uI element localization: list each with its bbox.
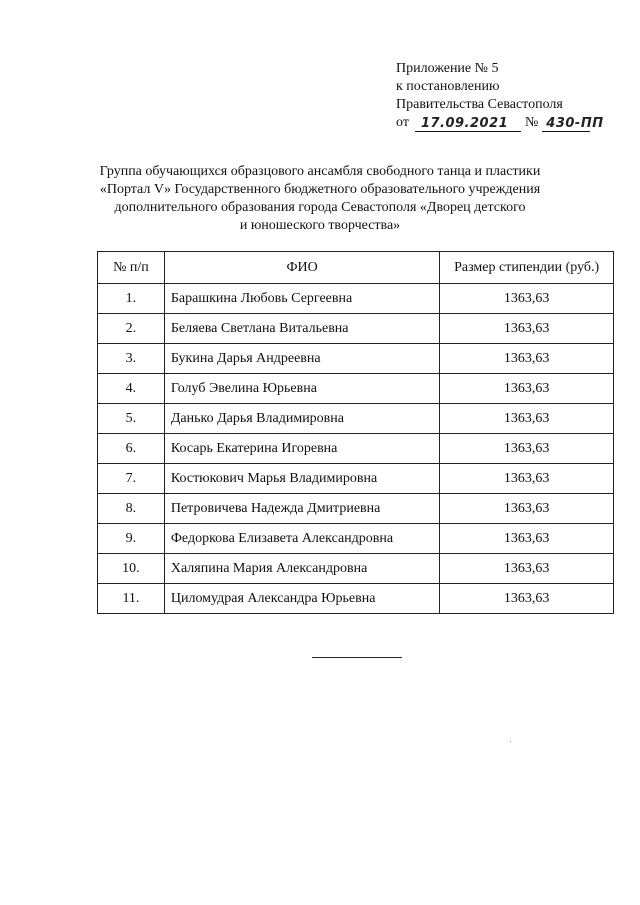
- appendix-block: [396, 60, 604, 132]
- row-number: 4.: [98, 374, 165, 404]
- student-name: Данько Дарья Владимировна: [164, 404, 439, 434]
- scan-speck: [510, 741, 511, 742]
- column-header-name: ФИО: [164, 252, 439, 284]
- student-name: Голуб Эвелина Юрьевна: [164, 374, 439, 404]
- table-row: [98, 434, 614, 464]
- table-row: [98, 314, 614, 344]
- student-name: Циломудрая Александра Юрьевна: [164, 584, 439, 614]
- heading-line-2: «Портал V» Государственного бюджетного образовательного учреждения: [99, 182, 541, 197]
- table-row: [98, 554, 614, 584]
- resolution-date: 17.09.2021: [415, 115, 521, 132]
- column-header-number: № п/п: [98, 252, 165, 284]
- table-row: [98, 344, 614, 374]
- student-name: Косарь Екатерина Игоревна: [164, 434, 439, 464]
- student-name: Халяпина Мария Александровна: [164, 554, 439, 584]
- stipend-amount: 1363,63: [440, 284, 614, 314]
- number-label: №: [524, 115, 539, 130]
- stipend-amount: 1363,63: [440, 554, 614, 584]
- student-name: Беляева Светлана Витальевна: [164, 314, 439, 344]
- table-row: [98, 464, 614, 494]
- student-name: Барашкина Любовь Сергеевна: [164, 284, 439, 314]
- stipend-amount: 1363,63: [440, 464, 614, 494]
- stipend-table: [97, 251, 614, 614]
- student-name: Петровичева Надежда Дмитриевна: [164, 494, 439, 524]
- appendix-number: Приложение № 5: [396, 61, 499, 76]
- row-number: 9.: [98, 524, 165, 554]
- end-of-document-line: [312, 657, 402, 658]
- stipend-amount: 1363,63: [440, 434, 614, 464]
- table-row: [98, 494, 614, 524]
- stipend-amount: 1363,63: [440, 524, 614, 554]
- row-number: 1.: [98, 284, 165, 314]
- resolution-date-number-line: [396, 114, 604, 132]
- row-number: 7.: [98, 464, 165, 494]
- heading-line-3: дополнительного образования города Севастополя «Дворец детского: [114, 200, 526, 215]
- table-row: [98, 524, 614, 554]
- from-label: от: [396, 115, 409, 130]
- table-row: [98, 584, 614, 614]
- stipend-amount: 1363,63: [440, 314, 614, 344]
- row-number: 11.: [98, 584, 165, 614]
- row-number: 10.: [98, 554, 165, 584]
- row-number: 2.: [98, 314, 165, 344]
- row-number: 6.: [98, 434, 165, 464]
- heading-line-1: Группа обучающихся образцового ансамбля свободного танца и пластики: [99, 164, 541, 179]
- student-name: Федоркова Елизавета Александровна: [164, 524, 439, 554]
- heading-line-4: и юношеского творчества»: [239, 218, 401, 233]
- row-number: 8.: [98, 494, 165, 524]
- table-row: [98, 374, 614, 404]
- table-row: [98, 284, 614, 314]
- row-number: 5.: [98, 404, 165, 434]
- appendix-to-resolution: к постановлению: [396, 79, 500, 94]
- stipend-amount: 1363,63: [440, 404, 614, 434]
- row-number: 3.: [98, 344, 165, 374]
- stipend-amount: 1363,63: [440, 584, 614, 614]
- table-header-row: [98, 252, 614, 284]
- document-heading: [90, 163, 550, 235]
- appendix-government: Правительства Севастополя: [396, 97, 563, 112]
- student-name: Букина Дарья Андреевна: [164, 344, 439, 374]
- stipend-amount: 1363,63: [440, 344, 614, 374]
- stipend-amount: 1363,63: [440, 494, 614, 524]
- resolution-number: 430-ПП: [542, 115, 590, 132]
- table-row: [98, 404, 614, 434]
- student-name: Костюкович Марья Владимировна: [164, 464, 439, 494]
- stipend-amount: 1363,63: [440, 374, 614, 404]
- column-header-stipend: Размер стипендии (руб.): [440, 252, 614, 284]
